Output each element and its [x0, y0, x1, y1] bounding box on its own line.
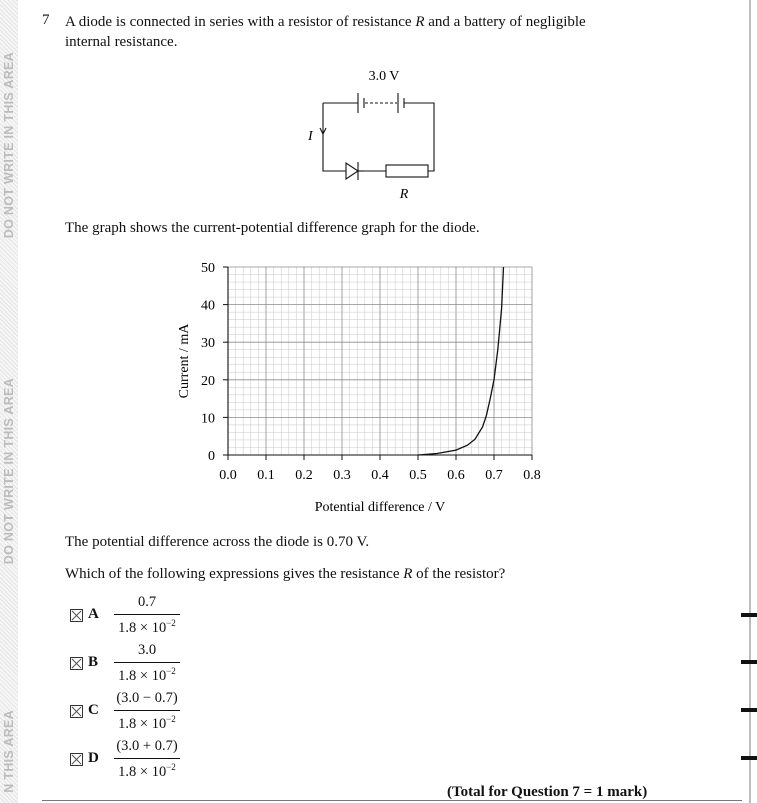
option-c-letter: C	[88, 702, 99, 718]
margin-tick-1	[741, 613, 757, 617]
option-numerator: (3.0 + 0.7)	[116, 738, 178, 754]
y-tick-label: 40	[201, 298, 215, 314]
question-number: 7	[42, 12, 50, 28]
x-tick-label: 0.4	[371, 468, 389, 483]
pd-statement: The potential difference across the diode is 0.70 V.	[65, 534, 370, 550]
bottom-rule	[42, 800, 742, 801]
margin-tick-4	[741, 756, 757, 760]
diode-symbol	[346, 163, 358, 179]
margin-warning-bottom: N THIS AREA	[2, 710, 16, 793]
y-tick-label: 50	[201, 261, 215, 276]
option-denominator	[112, 711, 182, 733]
question-prompt: Which of the following expressions gives the resistance R of the resistor?	[65, 566, 506, 582]
circuit-wire-top	[323, 103, 434, 171]
denominator-base: 1.8 × 10	[118, 619, 167, 636]
question-intro	[65, 12, 705, 52]
denominator-exponent: −2	[166, 666, 176, 676]
margin-tick-3	[741, 708, 757, 712]
denominator-base: 1.8 × 10	[118, 715, 167, 732]
option-d-expression	[112, 738, 182, 781]
y-tick-label: 30	[201, 336, 215, 352]
option-denominator	[112, 615, 182, 637]
current-label: I	[308, 129, 313, 144]
y-tick-label: 20	[201, 373, 215, 389]
x-axis-label: Potential difference / V	[314, 500, 446, 515]
right-margin-line	[749, 0, 751, 803]
x-tick-label: 0.1	[257, 468, 275, 483]
option-numerator: 3.0	[137, 642, 157, 658]
option-a-checkbox[interactable]	[70, 609, 83, 622]
option-d-letter: D	[88, 750, 99, 766]
option-a-expression	[112, 594, 182, 637]
denominator-base: 1.8 × 10	[118, 667, 167, 684]
resistor-symbol	[386, 165, 428, 177]
x-tick-label: 0.2	[295, 468, 313, 483]
intro-line-1: A diode is connected in series with a resistor of resistance R and a battery of negligible	[65, 14, 586, 30]
intro-line-2: internal resistance.	[65, 34, 178, 50]
graph-intro: The graph shows the current-potential difference graph for the diode.	[65, 220, 480, 236]
option-d-checkbox[interactable]	[70, 753, 83, 766]
margin-warning-top: DO NOT WRITE IN THIS AREA	[2, 52, 16, 239]
x-tick-label: 0.0	[219, 468, 237, 483]
margin-tick-2	[741, 660, 757, 664]
y-tick-label: 10	[201, 411, 215, 427]
iv-graph	[160, 255, 560, 520]
x-tick-label: 0.5	[409, 468, 427, 483]
battery-label: 3.0 V	[368, 69, 400, 84]
y-axis-label: Current / mA	[177, 323, 192, 399]
resistor-label: R	[399, 187, 409, 202]
y-tick-label: 0	[208, 449, 215, 464]
circuit-diagram	[300, 62, 450, 207]
option-numerator: 0.7	[137, 594, 157, 610]
denominator-exponent: −2	[166, 618, 176, 628]
option-b-letter: B	[88, 654, 99, 670]
x-tick-label: 0.6	[447, 468, 465, 483]
denominator-exponent: −2	[166, 714, 176, 724]
option-numerator: (3.0 − 0.7)	[116, 690, 178, 706]
margin-warning-middle: DO NOT WRITE IN THIS AREA	[2, 378, 16, 565]
option-c-expression	[112, 690, 182, 733]
option-denominator	[112, 759, 182, 781]
option-a-letter: A	[88, 606, 99, 622]
option-b-expression	[112, 642, 182, 685]
question-total: (Total for Question 7 = 1 mark)	[447, 784, 648, 800]
option-b-checkbox[interactable]	[70, 657, 83, 670]
x-tick-label: 0.3	[333, 468, 351, 483]
x-tick-label: 0.7	[485, 468, 503, 483]
denominator-base: 1.8 × 10	[118, 763, 167, 780]
option-denominator	[112, 663, 182, 685]
option-c-checkbox[interactable]	[70, 705, 83, 718]
diode-curve	[418, 267, 504, 455]
denominator-exponent: −2	[166, 762, 176, 772]
x-tick-label: 0.8	[523, 468, 541, 483]
